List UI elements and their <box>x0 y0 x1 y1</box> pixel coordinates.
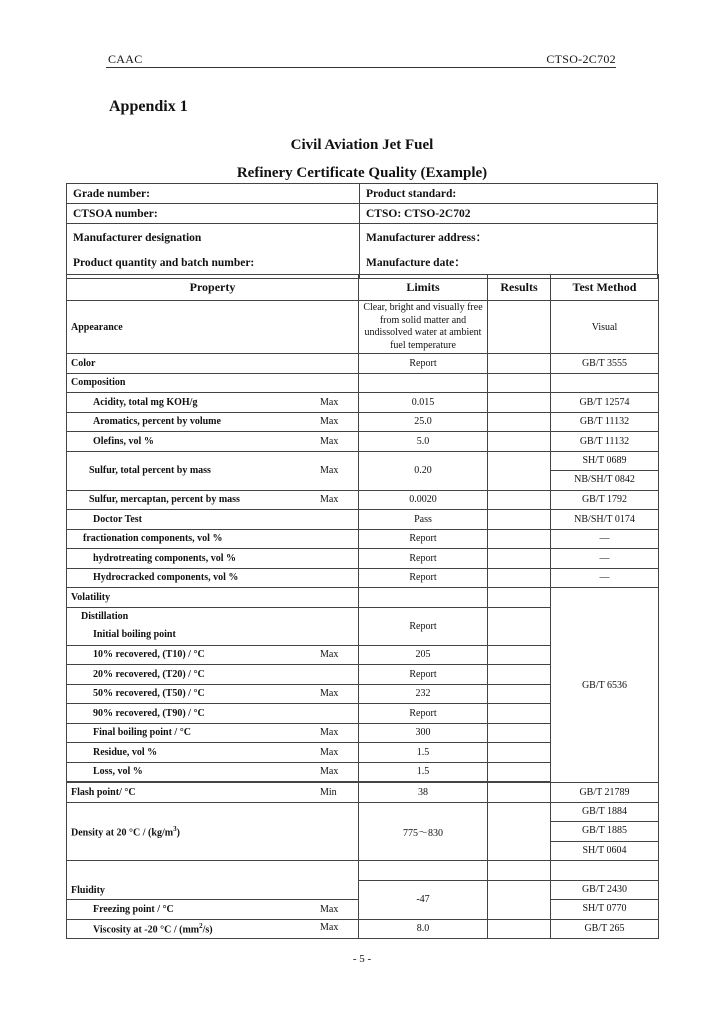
property-olefins: Olefins, vol % Max <box>67 432 359 452</box>
max-label: Max <box>320 465 339 476</box>
min-label: Min <box>320 786 337 798</box>
row-volatility <box>67 588 659 608</box>
property-viscosity: Viscosity at -20 $^\circ C / (mm^2/s)$ Max <box>67 919 359 939</box>
property-hydrotreating: hydrotreating components, vol % <box>67 549 359 569</box>
col-property: Property <box>67 275 359 301</box>
method-flash-point: GB/T 21789 <box>551 783 659 803</box>
col-limits: Limits <box>359 275 488 301</box>
limit-t10: 205 <box>359 645 488 665</box>
manufacturer-address-label: Manufacturer address： <box>366 232 488 244</box>
max-label: Max <box>320 649 339 661</box>
property-freezing-point: Freezing point / °C Max <box>67 900 359 920</box>
document-subtitle: Refinery Certificate Quality (Example) <box>236 165 488 181</box>
header-left: CAAC <box>108 52 143 66</box>
method-fractionation: — <box>551 529 659 549</box>
max-label: Max <box>320 396 339 408</box>
property-residue: Residue, vol % Max <box>67 743 359 763</box>
manufacturer-cell <box>67 224 360 279</box>
limit-hydrotreating: Report <box>359 549 488 569</box>
limit-acidity: 0.015 <box>359 393 488 413</box>
section-distillation: Distillation Initial boiling point <box>67 607 359 645</box>
property-t90: 90% recovered, (T90) / °C <box>67 704 359 724</box>
limit-olefins: 5.0 <box>359 432 488 452</box>
max-label: Max <box>320 903 339 915</box>
limit-final-boiling-point: 300 <box>359 723 488 743</box>
document-title: Civil Aviation Jet Fuel <box>290 137 434 153</box>
method-olefins: GB/T 11132 <box>551 432 659 452</box>
max-label: Max <box>320 494 339 506</box>
limit-viscosity: 8.0 <box>359 919 488 939</box>
limit-flash-point: 38 <box>359 783 488 803</box>
limit-density: 775～830 <box>359 802 488 861</box>
method-distillation: GB/T 6536 <box>551 588 659 783</box>
max-label: Max <box>320 766 339 778</box>
row-olefins <box>67 432 659 452</box>
method-density: GB/T 1884 GB/T 1885 SH/T 0604 <box>551 802 659 861</box>
col-test-method: Test Method <box>551 275 659 301</box>
max-label: Max <box>320 688 339 700</box>
limit-color: Report <box>359 354 488 374</box>
limit-residue: 1.5 <box>359 743 488 763</box>
appendix-heading: Appendix 1 <box>109 98 188 115</box>
limit-sulfur-total: 0.20 <box>359 451 488 490</box>
limit-t90: Report <box>359 704 488 724</box>
limit-initial-boiling-point: Report <box>359 607 488 645</box>
row-hydrocracked <box>67 568 659 588</box>
table-header-row <box>67 275 659 301</box>
method-doctor-test: NB/SH/T 0174 <box>551 510 659 530</box>
row-fluidity <box>67 861 659 881</box>
row-fractionation <box>67 529 659 549</box>
limit-fractionation: Report <box>359 529 488 549</box>
method-hydrotreating: — <box>551 549 659 569</box>
property-doctor-test: Doctor Test <box>67 510 359 530</box>
header-right: CTSO-2C702 <box>546 52 616 66</box>
limit-freezing-point: -47 <box>359 880 488 919</box>
result-appearance <box>488 301 551 354</box>
header-rule <box>106 67 616 68</box>
address-cell <box>360 224 658 279</box>
grade-number-cell: Grade number: <box>67 184 360 204</box>
product-quantity-label: Product quantity and batch number: <box>73 257 255 269</box>
row-doctor-test <box>67 510 659 530</box>
limit-hydrocracked: Report <box>359 568 488 588</box>
ctsoa-number-cell: CTSOA number: <box>67 204 360 224</box>
max-label: Max <box>320 746 339 758</box>
method-hydrocracked: — <box>551 568 659 588</box>
section-volatility: Volatility <box>67 588 359 608</box>
result-color <box>488 354 551 374</box>
property-loss: Loss, vol % Max <box>67 762 359 782</box>
max-label: Max <box>320 922 339 934</box>
manufacturer-designation-label: Manufacturer designation <box>73 232 202 244</box>
property-acidity: Acidity, total mg KOH/g Max <box>67 393 359 413</box>
limit-aromatics: 25.0 <box>359 412 488 432</box>
ctso-cell: CTSO: CTSO-2C702 <box>360 204 658 224</box>
property-initial-boiling-point: Initial boiling point <box>93 628 176 640</box>
limit-t50: 232 <box>359 684 488 704</box>
method-freezing-point: GB/T 2430 SH/T 0770 <box>551 880 659 919</box>
row-sulfur-total <box>67 451 659 490</box>
row-sulfur-mercaptan <box>67 490 659 510</box>
limit-t20: Report <box>359 665 488 685</box>
manufacture-date-label: Manufacture date： <box>366 257 466 269</box>
limit-appearance: Clear, bright and visually free from solid matter and undissolved water at ambient fuel temperature <box>359 301 488 354</box>
row-hydrotreating <box>67 549 659 569</box>
method-aromatics: GB/T 11132 <box>551 412 659 432</box>
limit-loss: 1.5 <box>359 762 488 782</box>
method-color: GB/T 3555 <box>551 354 659 374</box>
method-sulfur-mercaptan: GB/T 1792 <box>551 490 659 510</box>
property-appearance: Appearance <box>67 301 359 354</box>
certificate-info-table <box>66 183 658 279</box>
row-composition <box>67 373 659 393</box>
max-label: Max <box>320 435 339 447</box>
property-density: Density at 20 $^\circ C / (kg/m^3)$ <box>67 802 359 861</box>
property-aromatics: Aromatics, percent by volume Max <box>67 412 359 432</box>
row-density <box>67 802 659 861</box>
section-composition: Composition <box>67 373 359 393</box>
property-final-boiling-point: Final boiling point / °C Max <box>67 723 359 743</box>
property-fractionation: fractionation components, vol % <box>67 529 359 549</box>
row-color <box>67 354 659 374</box>
property-t50: 50% recovered, (T50) / °C Max <box>67 684 359 704</box>
property-hydrocracked: Hydrocracked components, vol % <box>67 568 359 588</box>
property-sulfur-total: Sulfur, total percent by mass Max <box>67 451 359 490</box>
limit-sulfur-mercaptan: 0.0020 <box>359 490 488 510</box>
method-acidity: GB/T 12574 <box>551 393 659 413</box>
method-viscosity: GB/T 265 <box>551 919 659 939</box>
properties-table <box>66 274 659 939</box>
section-fluidity: Fluidity <box>67 861 359 900</box>
col-results: Results <box>488 275 551 301</box>
row-flash-point <box>67 783 659 803</box>
product-standard-cell: Product standard: <box>360 184 658 204</box>
row-viscosity <box>67 919 659 939</box>
method-appearance: Visual <box>551 301 659 354</box>
max-label: Max <box>320 416 339 428</box>
max-label: Max <box>320 727 339 739</box>
property-t10: 10% recovered, (T10) / °C Max <box>67 645 359 665</box>
property-flash-point: Flash point/ °C Min <box>67 783 359 803</box>
row-aromatics <box>67 412 659 432</box>
property-t20: 20% recovered, (T20) / °C <box>67 665 359 685</box>
row-appearance <box>67 301 659 354</box>
limit-doctor-test: Pass <box>359 510 488 530</box>
row-acidity <box>67 393 659 413</box>
property-color: Color <box>67 354 359 374</box>
property-sulfur-mercaptan: Sulfur, mercaptan, percent by mass Max <box>67 490 359 510</box>
method-sulfur-total: SH/T 0689 NB/SH/T 0842 <box>551 451 659 490</box>
page-number: - 5 - <box>352 953 372 965</box>
